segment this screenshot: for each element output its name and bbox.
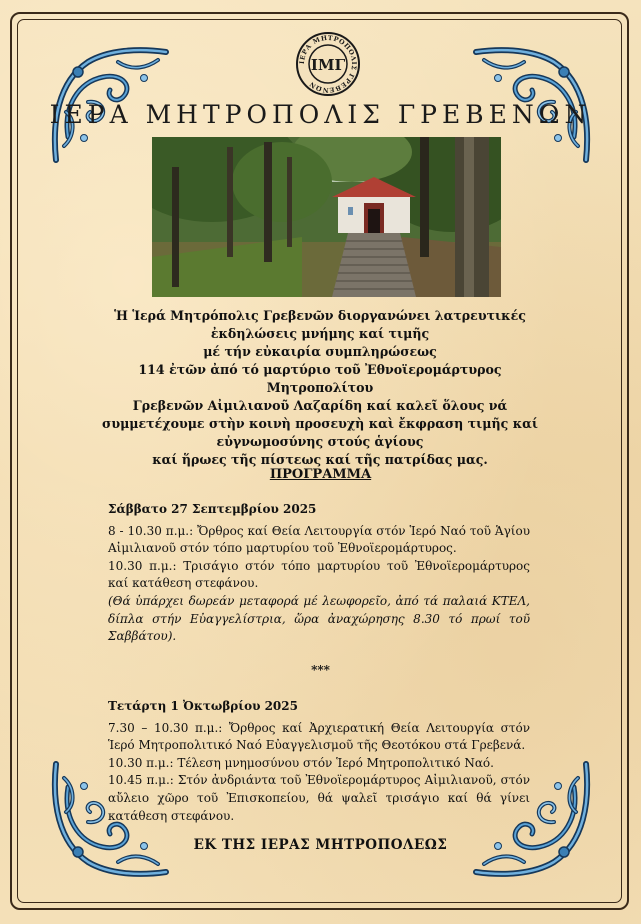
- intro-line: συμμετέχουμε στὴν κοινὴ προσευχὴ καὶ ἔκφραση τιμῆς καί: [102, 416, 538, 431]
- seal-monogram: ΙΜΓ: [310, 56, 346, 74]
- program-day-saturday: [108, 501, 530, 646]
- intro-line: καί ἥρωες τῆς πίστεως καί τῆς πατρίδας μας.: [152, 452, 488, 467]
- intro-line: Γρεβενῶν Αἰμιλιανοῦ Λαζαρίδη καί καλεῖ ὅλους νά: [132, 398, 508, 413]
- intro-line: Ἡ Ἱερά Μητρόπολις Γρεβενῶν διοργανώνει λατρευτικές: [114, 308, 526, 323]
- intro-line: εὐγνωμοσύνης στούς ἁγίους: [216, 434, 424, 449]
- transport-note: (Θά ὑπάρχει δωρεάν μεταφορά μέ λεωφορεῖο, ἀπό τά παλαιά ΚΤΕΛ, δίπλα στήν Εὐαγγελίστρια, ὥρα ἀναχώρησης 8.30 τό πρωί τοῦ Σαββάτου).: [108, 593, 530, 644]
- metropolis-seal-icon: [295, 31, 361, 97]
- page-title: ΙΕΡΑ ΜΗΤΡΟΠΟΛΙΣ ΓΡΕΒΕΝΩΝ: [49, 100, 592, 129]
- program-heading: ΠΡΟΓΡΑΜΜΑ: [269, 467, 372, 482]
- program-item: 10.30 π.μ.: Τέλεση μνημοσύνου στόν Ἱερό Μητροπολιτικό Ναό.: [108, 755, 494, 770]
- seal-ring-text: ΙΕΡΑ ΜΗΤΡΟΠΟΛΙΣ ΓΡΕΒΕΝΩΝ: [297, 33, 359, 95]
- footer-signature: ΕΚ ΤΗΣ ΙΕΡΑΣ ΜΗΤΡΟΠΟΛΕΩΣ: [193, 837, 448, 853]
- intro-text: [100, 307, 540, 469]
- program-item: 7.30 – 10.30 π.μ.: Ὄρθρος καί Ἀρχιερατική Θεία Λειτουργία στόν Ἱερό Μητροπολιτικό Ναό Εὐαγγελισμοῦ τῆς Θεοτόκου στά Γρεβενά.: [108, 720, 530, 753]
- chapel-photo: [152, 137, 501, 297]
- day-date: Τετάρτη 1 Ὀκτωβρίου 2025: [108, 699, 298, 713]
- section-separator: ***: [311, 663, 330, 677]
- program-item: 10.45 π.μ.: Στόν ἀνδριάντα τοῦ Ἐθνοϊερομάρτυρος Αἰμιλιανοῦ, στόν αὔλειο χῶρο τοῦ Ἐπισκοπείου, θά ψαλεῖ τρισάγιο καί θά γίνει κατάθεση στεφάνου.: [108, 773, 530, 823]
- program-item: 8 - 10.30 π.μ.: Ὄρθρος καί Θεία Λειτουργία στόν Ἱερό Ναό τοῦ Ἁγίου Αἰμιλιανοῦ στόν τόπο μαρτυρίου τοῦ Ἐθνοϊερομάρτυρος.: [108, 523, 530, 556]
- intro-line: μέ τήν εὐκαιρία συμπληρώσεως: [203, 344, 437, 359]
- intro-line: 114 ἐτῶν ἀπό τό μαρτύριο τοῦ Ἐθνοϊερομάρτυρος Μητροπολίτου: [138, 362, 502, 395]
- program-day-wednesday: [108, 698, 530, 825]
- intro-line: ἐκδηλώσεις μνήμης καί τιμῆς: [210, 326, 430, 341]
- program-item: 10.30 π.μ.: Τρισάγιο στόν τόπο μαρτυρίου τοῦ Ἐθνοϊερομάρτυρος καί κατάθεση στεφάνου.: [108, 558, 530, 591]
- day-date: Σάββατο 27 Σεπτεμβρίου 2025: [108, 502, 317, 516]
